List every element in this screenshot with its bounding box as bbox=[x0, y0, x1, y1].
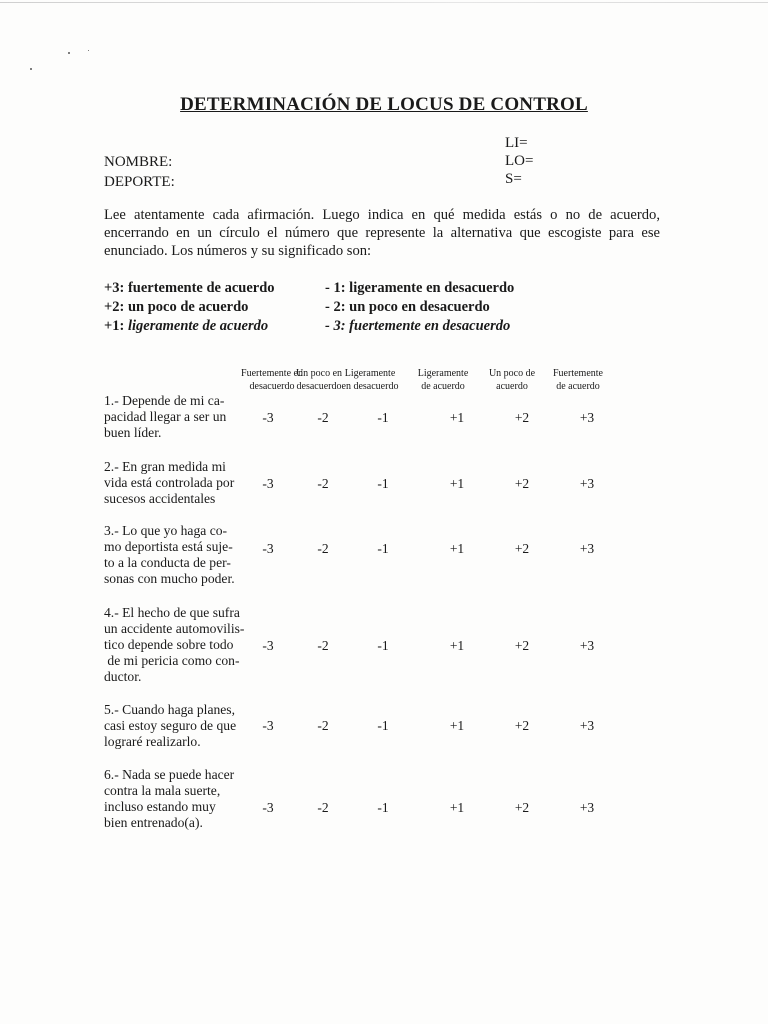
scale-option[interactable]: -3 bbox=[262, 718, 274, 733]
scale-option[interactable]: +2 bbox=[514, 541, 530, 556]
column-header-line: Un poco de bbox=[488, 368, 536, 379]
column-header bbox=[475, 367, 549, 393]
li-label: LI= bbox=[505, 135, 528, 151]
column-header bbox=[541, 367, 615, 393]
statement-line: 3.- Lo que yo haga co- bbox=[104, 523, 228, 538]
statement-line: to a la conducta de per- bbox=[104, 555, 231, 570]
scale-legend-entry bbox=[104, 279, 275, 298]
scale-option[interactable]: +2 bbox=[514, 638, 530, 653]
scale-option[interactable]: -3 bbox=[262, 410, 274, 425]
scale-option[interactable]: -1 bbox=[377, 541, 389, 556]
scale-legend-entry bbox=[325, 317, 514, 336]
scale-option[interactable]: +2 bbox=[514, 800, 530, 815]
scale-option[interactable]: +2 bbox=[514, 718, 530, 733]
scale-option[interactable]: +1 bbox=[449, 410, 465, 425]
statement-line: de mi pericia como con- bbox=[104, 653, 240, 668]
name-sport-fields bbox=[104, 152, 175, 192]
statement-line: ductor. bbox=[104, 669, 142, 684]
scale-option[interactable]: -1 bbox=[377, 410, 389, 425]
statement-line: incluso estando muy bbox=[104, 799, 216, 814]
scale-code: - 1: bbox=[325, 280, 346, 296]
statement-line: bien entrenado(a). bbox=[104, 815, 203, 830]
statement-line: vida está controlada por bbox=[104, 475, 235, 490]
scale-option[interactable]: -2 bbox=[317, 800, 329, 815]
deporte-label: DEPORTE: bbox=[104, 174, 175, 190]
scale-meaning: fuertemente de acuerdo bbox=[124, 280, 275, 296]
scale-code: - 2: bbox=[325, 299, 346, 315]
scale-option[interactable]: -2 bbox=[317, 638, 329, 653]
column-header bbox=[406, 367, 480, 393]
statement-line: mo deportista está suje- bbox=[104, 539, 233, 554]
statement-line: 2.- En gran medida mi bbox=[104, 459, 226, 474]
statement-line: 4.- El hecho de que sufra bbox=[104, 605, 240, 620]
s-label: S= bbox=[505, 171, 522, 187]
scale-option[interactable]: -2 bbox=[317, 476, 329, 491]
scan-speck bbox=[88, 50, 89, 51]
scale-option[interactable]: -1 bbox=[377, 638, 389, 653]
scale-option[interactable]: +3 bbox=[579, 476, 595, 491]
statement-item bbox=[104, 605, 254, 685]
scale-option[interactable]: -1 bbox=[377, 718, 389, 733]
column-header-line: de acuerdo bbox=[421, 381, 465, 392]
scale-option[interactable]: -1 bbox=[377, 476, 389, 491]
column-header bbox=[333, 367, 407, 393]
column-header-line: desacuerdo bbox=[249, 381, 295, 392]
scale-option[interactable]: -2 bbox=[317, 541, 329, 556]
statement-item bbox=[104, 767, 254, 831]
statement-line: un accidente automovilis- bbox=[104, 621, 245, 636]
scale-legend-entry bbox=[104, 317, 275, 336]
column-header-line: Fuertemente bbox=[553, 368, 603, 379]
scale-meaning: fuertemente en desacuerdo bbox=[345, 318, 511, 334]
statement-line: contra la mala suerte, bbox=[104, 783, 221, 798]
statement-item bbox=[104, 523, 254, 587]
scan-speck bbox=[68, 52, 70, 54]
scale-meaning: un poco en desacuerdo bbox=[345, 299, 490, 315]
scale-option[interactable]: +1 bbox=[449, 541, 465, 556]
scale-option[interactable]: +1 bbox=[449, 638, 465, 653]
scale-legend-negative bbox=[325, 279, 514, 336]
statement-line: buen líder. bbox=[104, 425, 162, 440]
scale-option[interactable]: -2 bbox=[317, 410, 329, 425]
scale-legend-positive bbox=[104, 279, 275, 336]
scale-option[interactable]: -3 bbox=[262, 800, 274, 815]
statement-line: sucesos accidentales bbox=[104, 491, 216, 506]
scale-option[interactable]: +1 bbox=[449, 476, 465, 491]
scale-option[interactable]: -1 bbox=[377, 800, 389, 815]
nombre-label: NOMBRE: bbox=[104, 154, 173, 170]
scale-legend-entry bbox=[325, 298, 514, 317]
scale-meaning: ligeramente de acuerdo bbox=[124, 318, 269, 334]
scale-option[interactable]: +1 bbox=[449, 800, 465, 815]
scale-code: +3: bbox=[104, 280, 125, 296]
statement-item bbox=[104, 393, 254, 441]
column-header-line: Fuertemente en bbox=[241, 368, 303, 379]
scale-code: - 3: bbox=[325, 318, 346, 334]
scale-option[interactable]: +1 bbox=[449, 718, 465, 733]
instructions-paragraph: Lee atentamente cada afirmación. Luego indica en qué medida estás o no de acuerdo, encerrando en un círculo el número que represente la alternativa que escogiste para ese enunciado. Los números y su significado son: bbox=[104, 207, 660, 259]
score-fields bbox=[505, 134, 533, 188]
lo-label: LO= bbox=[505, 153, 534, 169]
scale-legend-entry bbox=[104, 298, 275, 317]
scale-option[interactable]: +3 bbox=[579, 638, 595, 653]
scale-option[interactable]: +2 bbox=[514, 410, 530, 425]
scale-meaning: un poco de acuerdo bbox=[124, 299, 249, 315]
column-header-line: de acuerdo bbox=[556, 381, 600, 392]
scale-option[interactable]: -3 bbox=[262, 638, 274, 653]
scale-option[interactable]: +3 bbox=[579, 718, 595, 733]
statement-line: casi estoy seguro de que bbox=[104, 718, 237, 733]
scale-legend-entry bbox=[325, 279, 514, 298]
statement-line: lograré realizarlo. bbox=[104, 734, 201, 749]
column-header-line: desacuerdo bbox=[296, 381, 342, 392]
scale-option[interactable]: -3 bbox=[262, 476, 274, 491]
column-header-line: acuerdo bbox=[496, 381, 528, 392]
statement-item bbox=[104, 702, 254, 750]
statement-line: 1.- Depende de mi ca- bbox=[104, 393, 225, 408]
statement-line: pacidad llegar a ser un bbox=[104, 409, 227, 424]
scale-option[interactable]: +3 bbox=[579, 800, 595, 815]
page-title: DETERMINACIÓN DE LOCUS DE CONTROL bbox=[180, 94, 588, 115]
scale-option[interactable]: -3 bbox=[262, 541, 274, 556]
scale-option[interactable]: +3 bbox=[579, 541, 595, 556]
scale-option[interactable]: -2 bbox=[317, 718, 329, 733]
scale-code: +1: bbox=[104, 318, 125, 334]
statement-line: sonas con mucho poder. bbox=[104, 571, 235, 586]
column-header-line: Un poco en bbox=[295, 368, 343, 379]
statement-item bbox=[104, 459, 254, 507]
column-header-line: Ligeramente bbox=[344, 368, 396, 379]
statement-line: tico depende sobre todo bbox=[104, 637, 234, 652]
scale-meaning: ligeramente en desacuerdo bbox=[345, 280, 515, 296]
scan-edge-line bbox=[0, 2, 768, 3]
column-header-line: en desacuerdo bbox=[341, 381, 399, 392]
scan-speck bbox=[30, 68, 32, 70]
statement-line: 6.- Nada se puede hacer bbox=[104, 767, 235, 782]
statement-line: 5.- Cuando haga planes, bbox=[104, 702, 235, 717]
scale-option[interactable]: +2 bbox=[514, 476, 530, 491]
scale-code: +2: bbox=[104, 299, 125, 315]
scale-option[interactable]: +3 bbox=[579, 410, 595, 425]
column-header-line: Ligeramente bbox=[417, 368, 469, 379]
